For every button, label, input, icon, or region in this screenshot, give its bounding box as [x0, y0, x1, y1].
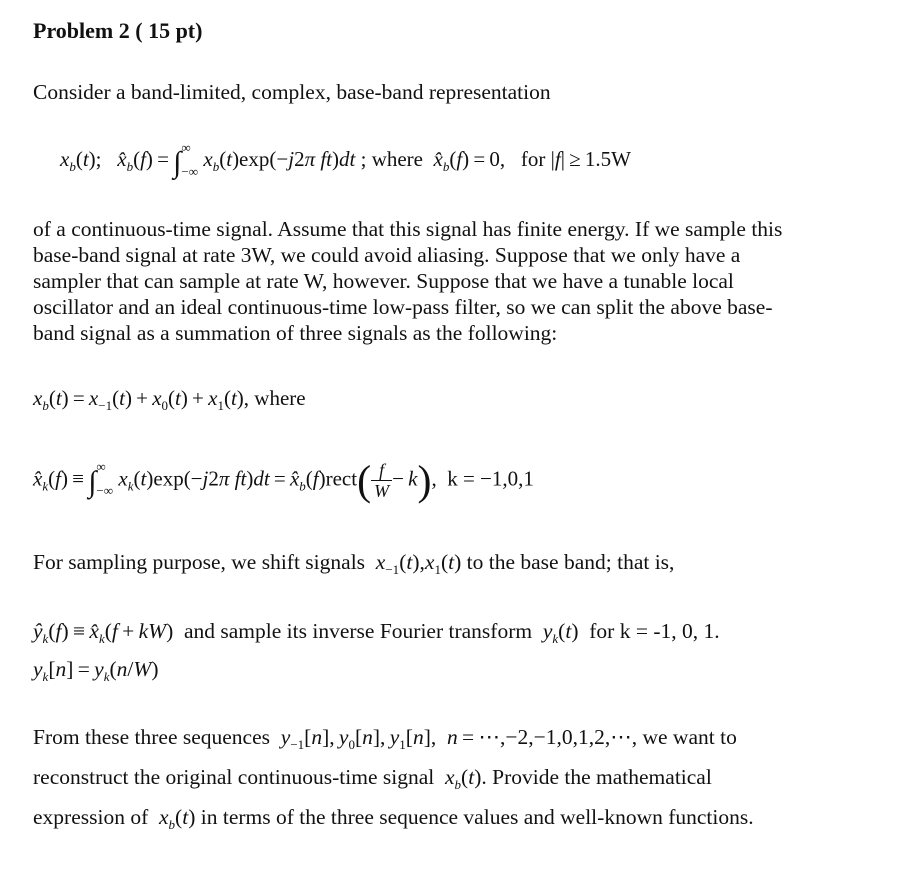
- equation-bandsplit: $x̂_k(f)$ ≡ ∫ ∞ −∞ $x_k(t)\exp(-j2\pi$ $ft)dt = x̂_b(f)rect$( $\frac{f}{W}$ − k), k = −1,0,1: [33, 458, 534, 505]
- sampled-sequence-def: $y_k[n] = y_k(n/W)$: [33, 657, 159, 684]
- final-line-2: reconstruct the original continuous-time signal $x_b(t)$. Provide the mathematical: [33, 765, 712, 792]
- shift-text-before: For sampling purpose, we shift signals: [33, 550, 366, 574]
- equation-decomposition: $x_b(t) = x_{-1}(t) + x_0(t) + x_1(t)$, where: [33, 386, 306, 413]
- paragraph-line: oscillator and an ideal continuous-time low-pass filter, so we can split the above base-: [33, 295, 773, 319]
- final-line-1: From these three sequences $y_{-1}[n]$, $y_0[n]$, $y_1[n]$, n = ⋯,−2,−1,0,1,2,⋯, we want to: [33, 725, 737, 752]
- final-text: expression of: [33, 805, 149, 829]
- paragraph-line: band signal as a summation of three signals as the following:: [33, 321, 558, 345]
- for-word: for: [520, 147, 546, 171]
- sample-range: for k = -1, 0, 1.: [589, 619, 720, 643]
- where-word: ; where: [360, 147, 423, 171]
- problem-title: Problem 2 ( 15 pt): [33, 18, 203, 43]
- bound-value: 1.5W: [584, 147, 631, 171]
- paragraph-line: base-band signal at rate 3W, we could avoid aliasing. Suppose that we only have a: [33, 243, 741, 267]
- final-text: , we want to: [631, 725, 737, 749]
- paragraph-line: of a continuous-time signal. Assume that this signal has finite energy. If we sample this: [33, 217, 783, 241]
- sample-line: $ŷ_k(f)$ ≡ $x̂_k(f + kW)$ and sample its inverse Fourier transform $y_k(t)$ for k = -1, 0, 1.: [33, 619, 720, 646]
- final-text: reconstruct the original continuous-time signal: [33, 765, 435, 789]
- final-text: . Provide the mathematical: [481, 765, 712, 789]
- equation-definition: $x_b(t)$; $x̂_b(f)$ = ∫ ∞ −∞ $x_b(t)\exp(-j2\pi$ ft)dt ; where $x̂_b(f) = 0$, for |f| ≥ 1.5W: [60, 140, 631, 179]
- sample-text: and sample its inverse Fourier transform: [183, 619, 533, 643]
- final-text: in terms of the three sequence values and well-known functions.: [200, 805, 754, 829]
- shift-line: For sampling purpose, we shift signals $x_{-1}(t),x_1(t)$ to the base band; that is,: [33, 550, 675, 577]
- paragraph-description: [33, 216, 782, 346]
- paragraph-line: sampler that can sample at rate W, however. Suppose that we have a tunable local: [33, 269, 734, 293]
- shift-text-after: to the base band; that is,: [466, 550, 675, 574]
- where-word: , where: [243, 386, 306, 410]
- final-line-3: expression of $x_b(t)$ in terms of the three sequence values and well-known functions.: [33, 805, 754, 832]
- intro-text: Consider a band-limited, complex, base-band representation: [33, 80, 551, 104]
- final-text: From these three sequences: [33, 725, 271, 749]
- k-range: k = −1,0,1: [447, 466, 534, 491]
